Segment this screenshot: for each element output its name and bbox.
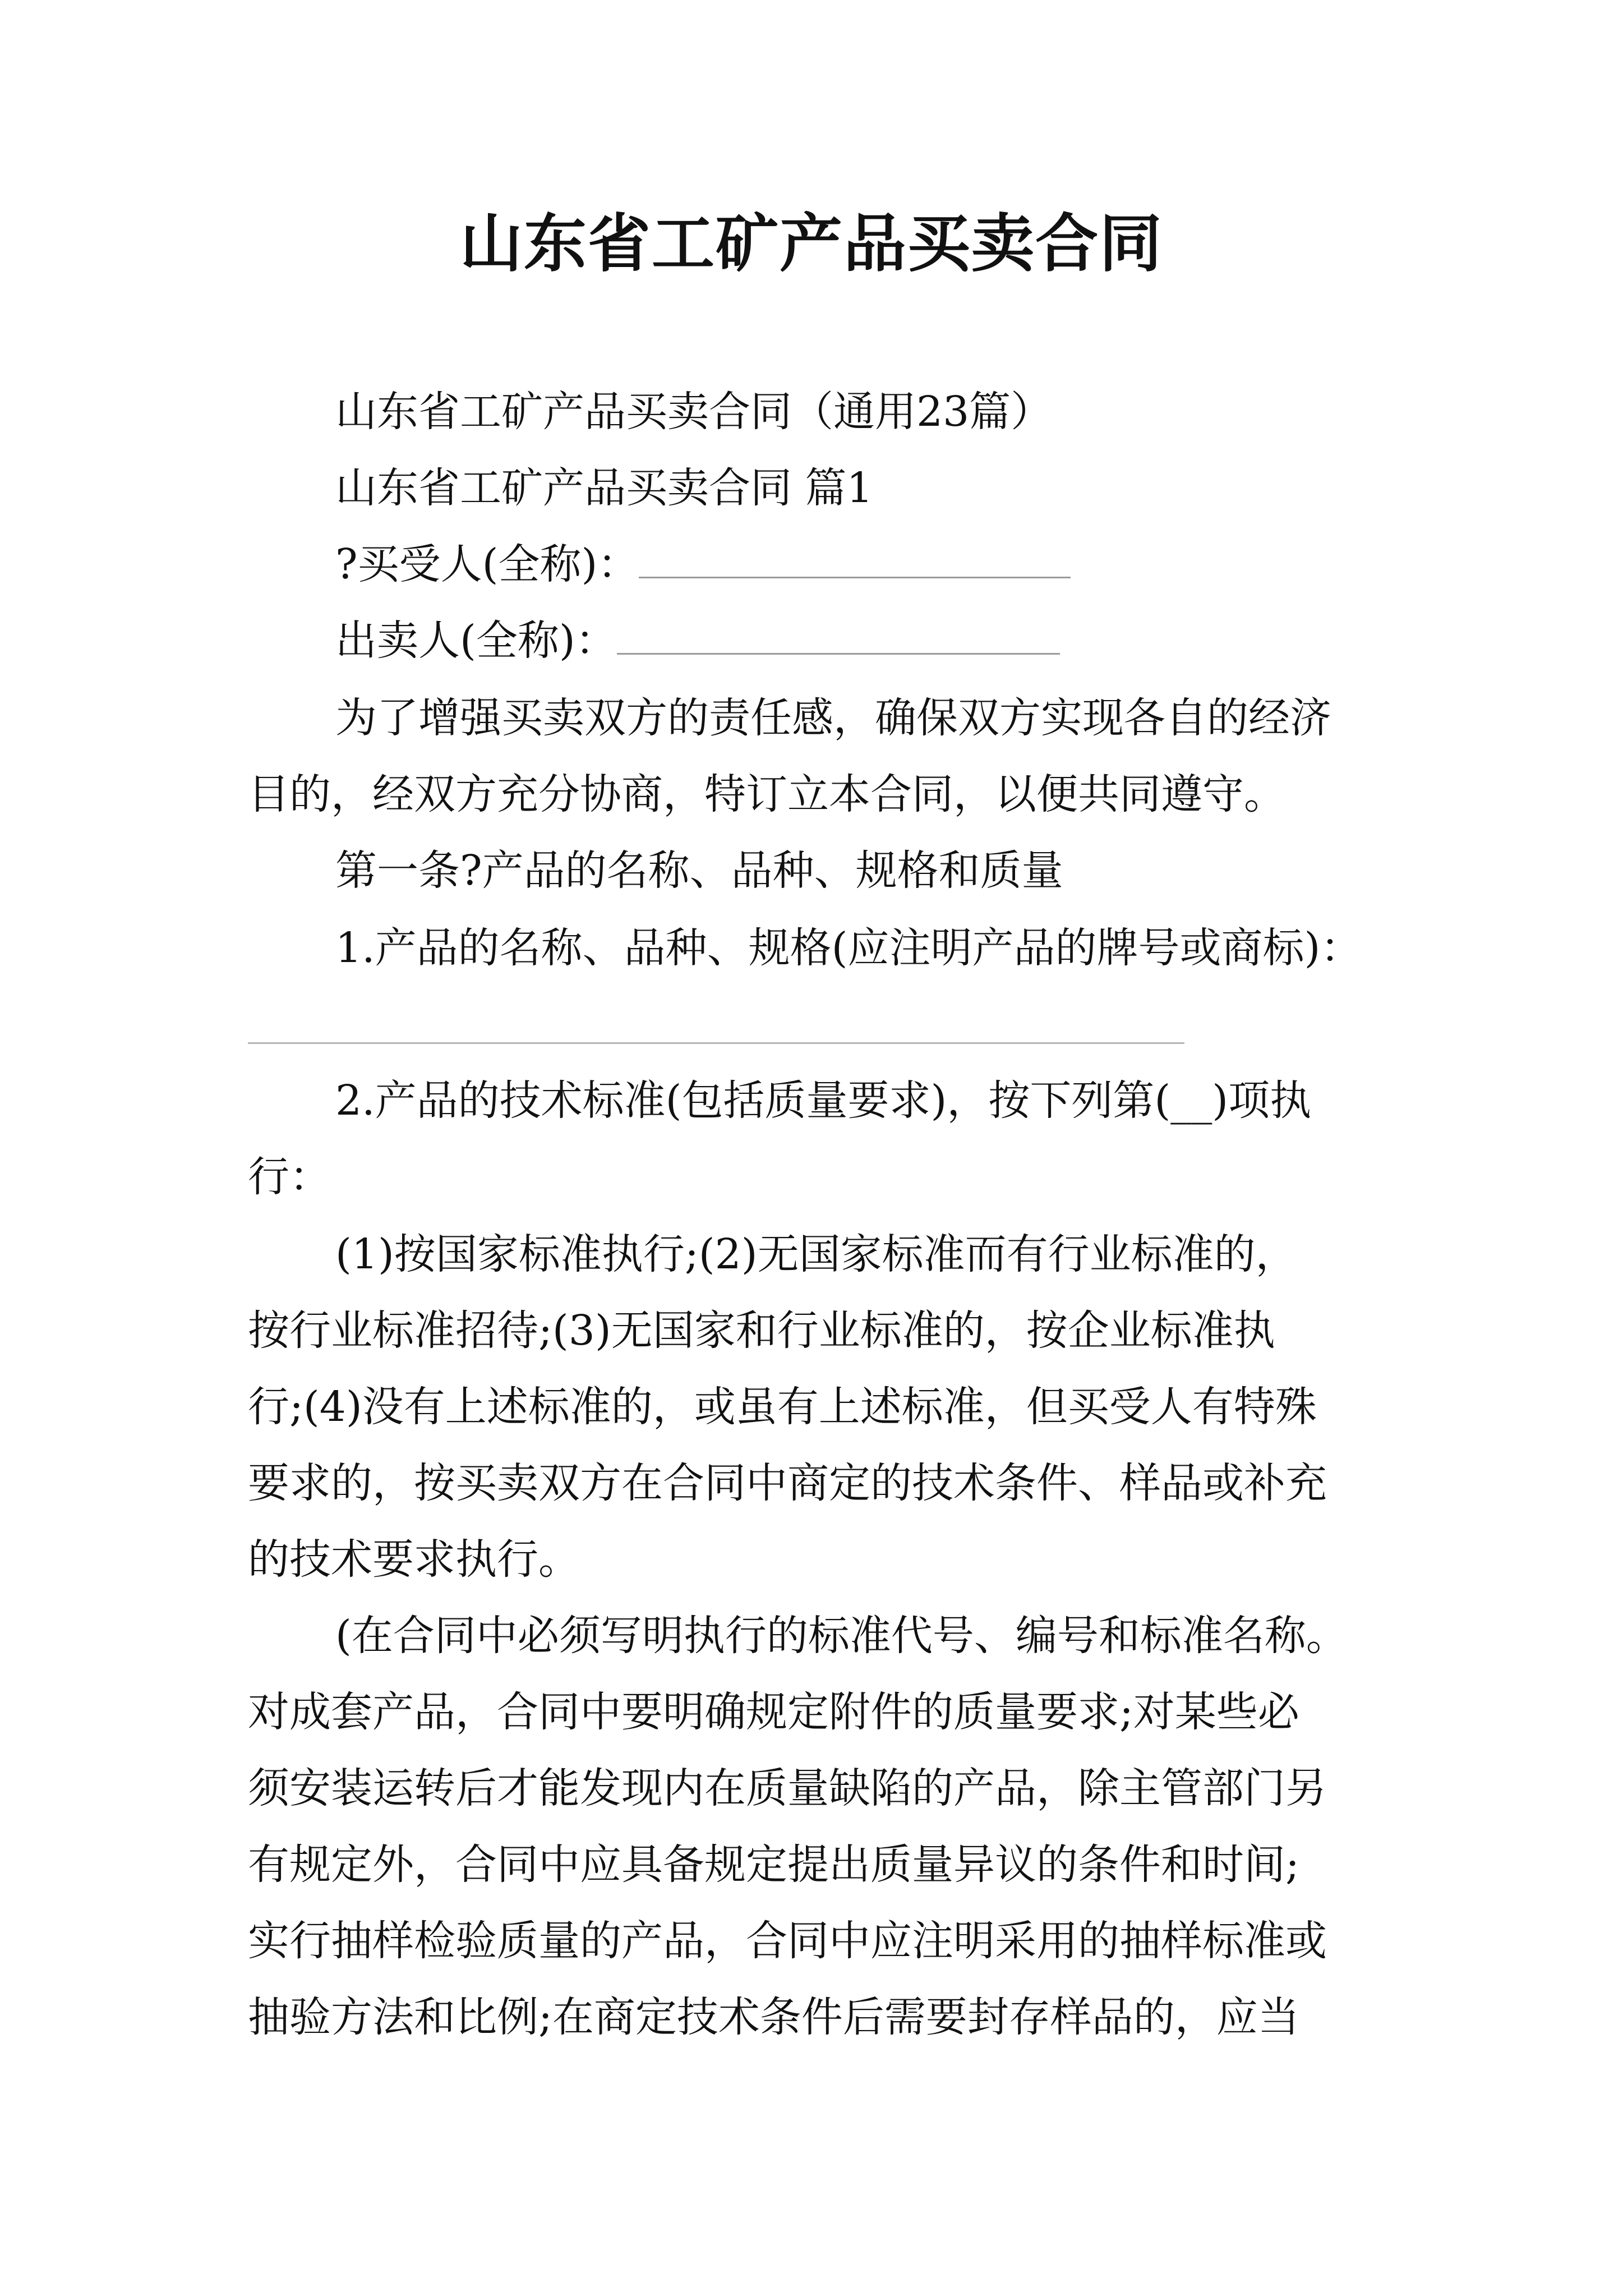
document-subtitle: 山东省工矿产品买卖合同（通用23篇） [335, 388, 1053, 436]
item1-fill-in-line[interactable] [248, 1042, 1184, 1044]
buyer-label: ?买受人(全称)： [335, 540, 639, 588]
standards-paragraph-line: (1)按国家标准执行;(2)无国家标准而有行业标准的， [335, 1230, 1297, 1278]
item2-line [335, 1073, 1311, 1129]
standards-paragraph-line: 按行业标准招待;(3)无国家和行业标准的，按企业标准执 [248, 1306, 1275, 1355]
intro-paragraph-line: 为了增强买卖双方的责任感，确保双方实现各自的经济 [335, 694, 1331, 742]
note-paragraph-line: (在合同中必须写明执行的标准代号、编号和标准名称。 [335, 1612, 1348, 1660]
note-paragraph-line: 抽验方法和比例;在商定技术条件后需要封存样品的，应当 [248, 1993, 1299, 2041]
seller-row [335, 613, 1060, 669]
item2-option-blank[interactable]: __ [1170, 1076, 1212, 1125]
section-heading: 山东省工矿产品买卖合同 篇1 [335, 464, 873, 512]
note-paragraph-line: 实行抽样检验质量的产品，合同中应注明采用的抽样标准或 [248, 1917, 1327, 1965]
standards-paragraph-line: 的技术要求执行。 [248, 1535, 580, 1584]
seller-label: 出卖人(全称)： [335, 616, 617, 665]
buyer-name-blank[interactable] [639, 543, 1071, 578]
standards-paragraph-line: 要求的，按买卖双方在合同中商定的技术条件、样品或补充 [248, 1459, 1327, 1507]
intro-paragraph-line: 目的，经双方充分协商，特订立本合同，以便共同遵守。 [248, 770, 1285, 818]
article1-heading: 第一条?产品的名称、品种、规格和质量 [335, 846, 1063, 895]
note-paragraph-line: 须安装运转后才能发现内在质量缺陷的产品，除主管部门另 [248, 1764, 1327, 1812]
item2-text-before: 2.产品的技术标准(包括质量要求)，按下列第( [335, 1076, 1171, 1125]
item2-text-after: )项执 [1212, 1076, 1312, 1125]
item2-line: 行： [248, 1153, 331, 1201]
buyer-row [335, 536, 1071, 592]
note-paragraph-line: 对成套产品，合同中要明确规定附件的质量要求;对某些必 [248, 1688, 1299, 1736]
note-paragraph-line: 有规定外，合同中应具备规定提出质量异议的条件和时间; [248, 1841, 1299, 1889]
seller-name-blank[interactable] [617, 619, 1060, 655]
page-title: 山东省工矿产品买卖合同 [460, 207, 1163, 280]
item1-text: 1.产品的名称、品种、规格(应注明产品的牌号或商标)： [335, 924, 1362, 972]
standards-paragraph-line: 行;(4)没有上述标准的，或虽有上述标准，但买受人有特殊 [248, 1383, 1317, 1431]
